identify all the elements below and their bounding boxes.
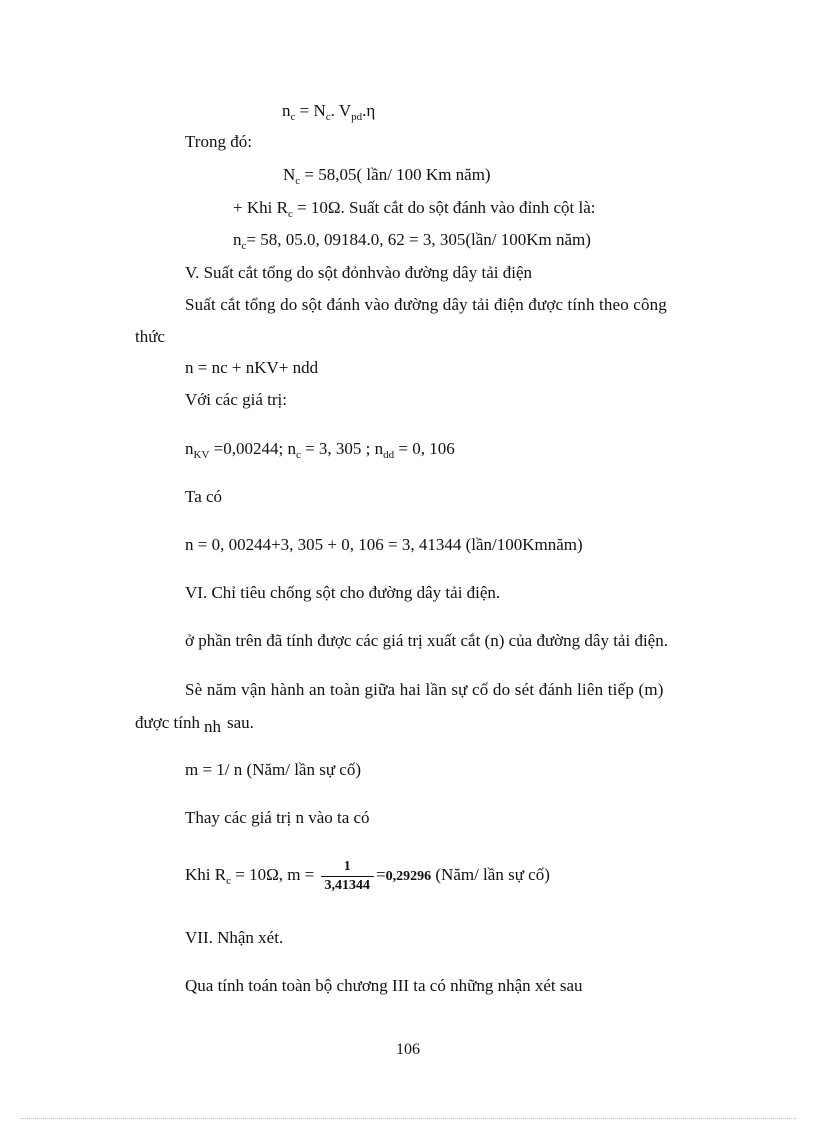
heading-section-v: V. Suất cắt tổng do sột đỏnhvào đường dây tải điện <box>185 263 532 282</box>
text-trong-do: Trong đó: <box>185 132 252 151</box>
page-number: 106 <box>396 1041 420 1058</box>
formula-values: $n_{KV} =0,00244$; $n_c = 3$, 305 ; $n_{dd} = 0$, 106 <box>185 439 455 461</box>
text-phan-tren: ở phần trên đã tính được các giá trị xuất cắt (n) của đường dây tải điện. <box>185 631 668 650</box>
formula-nc-result: $n_c= 58$, 05.0, 09184.0, 62 = 3, 305(lần/ 100Km năm) <box>233 230 591 252</box>
formula-nc: $n_c = N_c$. $V_{pd}.\eta$ <box>282 101 376 123</box>
text-khi-rc: + Khi $R_c = 10\Omega$. Suất cắt do sột đánh vào đỉnh cột là: <box>233 198 596 220</box>
formula-n-result: n = 0, 00244+3, 305 + 0, 106 = 3, 41344 (lần/100Kmnăm) <box>185 535 583 554</box>
text-thay-gia-tri: Thay các giá trị n vào ta có <box>185 808 370 827</box>
paragraph-line-2: thức <box>135 327 165 346</box>
formula-m: m = 1/ n (Năm/ lần sự cố) <box>185 760 362 779</box>
text-voi-cac-gia-tri: Với các giá trị: <box>185 390 287 409</box>
paragraph-line-1: Suất cắt tổng do sột đánh vào đường dây tải điện được tính theo công <box>185 295 667 314</box>
text-ta-co: Ta có <box>185 487 223 506</box>
heading-section-vi: VI. Chỉ tiêu chống sột cho đường dây tải điện. <box>185 583 501 602</box>
paragraph-so-nam-line-1: Sè năm vận hành an toàn giữa hai lần sự cố do sét đánh liên tiếp (m) <box>185 680 664 699</box>
formula-n-total: n = nc + nKV+ ndd <box>185 358 319 377</box>
footer-divider <box>20 1118 796 1119</box>
formula-m-result: Khi $R_c = 10\Omega$, m = $\frac{1}{3,41344}$ =0,29296 (Năm/ lần sự cố) <box>185 858 550 893</box>
formula-Nc-value: $N_c = 58,05$( lần/ 100 Km năm) <box>283 165 491 187</box>
fraction: $\frac{1}{3,41344}$ <box>321 858 375 895</box>
heading-section-vii: VII. Nhận xét. <box>185 928 284 947</box>
paragraph-so-nam-line-2: được tính nh sau. <box>135 713 254 736</box>
text-qua-tinh-toan: Qua tính toán toàn bộ chương III ta có những nhận xét sau <box>185 976 583 995</box>
